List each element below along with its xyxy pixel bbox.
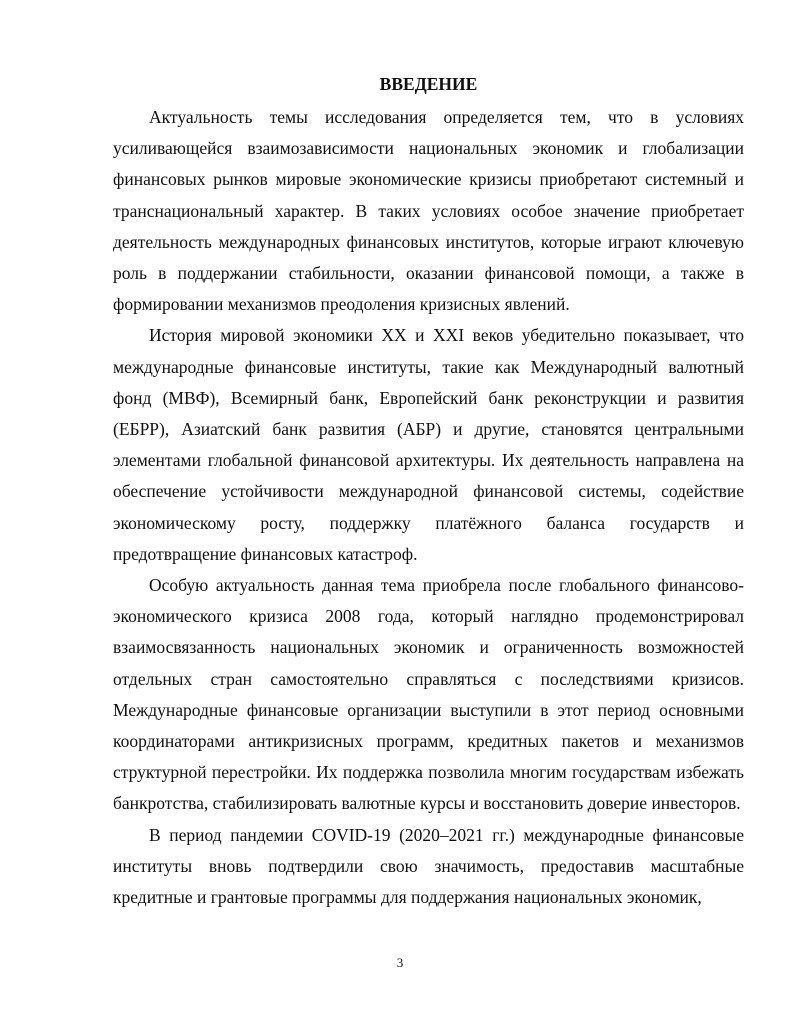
paragraph-crisis-2008: Особую актуальность данная тема приобрела после глобального финансово-экономического кризиса 2008 года, который наглядно продемонстрировал взаимосвязанность национальных экономик и ограниченность возможностей отдельных стран самостоятельно справляться с последствиями кризисов. Международные финансовые организации выступили в этот период основными координаторами антикризисных программ, кредитных пакетов и механизмов структурной перестройки. Их поддержка позволила многим государствам избежать банкротства, стабилизировать валютные курсы и восстановить доверие инвесторов. [113,575,744,814]
section-heading: ВВЕДЕНИЕ [379,74,478,94]
paragraph-covid: В период пандемии COVID-19 (2020–2021 гг.) международные финансовые институты вновь подтвердили свою значимость, предоставив масштабные кредитные и грантовые программы для поддержания национальных экономик, [113,824,744,908]
paragraph-relevance: Актуальность темы исследования определяется тем, что в условиях усиливающейся взаимозависимости национальных экономик и глобализации финансовых рынков мировые экономические кризисы приобретают системный и транснациональный характер. В таких условиях особое значение приобретает деятельность международных финансовых институтов, которые играют ключевую роль в поддержании стабильности, оказании финансовой помощи, а также в формировании механизмов преодоления кризисных явлений. [113,107,744,315]
paragraph-history: История мировой экономики XX и XXI веков убедительно показывает, что международные финансовые институты, такие как Международный валютный фонд (МВФ), Всемирный банк, Европейский банк реконструкции и развития (ЕБРР), Азиатский банк развития (АБР) и другие, становятся центральными элементами глобальной финансовой архитектуры. Их деятельность направлена на обеспечение устойчивости международной финансовой системы, содействие экономическому росту, поддержку платёжного баланса государств и предотвращение финансовых катастроф. [113,325,744,564]
document-page [113,72,744,913]
page-number: 3 [396,955,404,970]
